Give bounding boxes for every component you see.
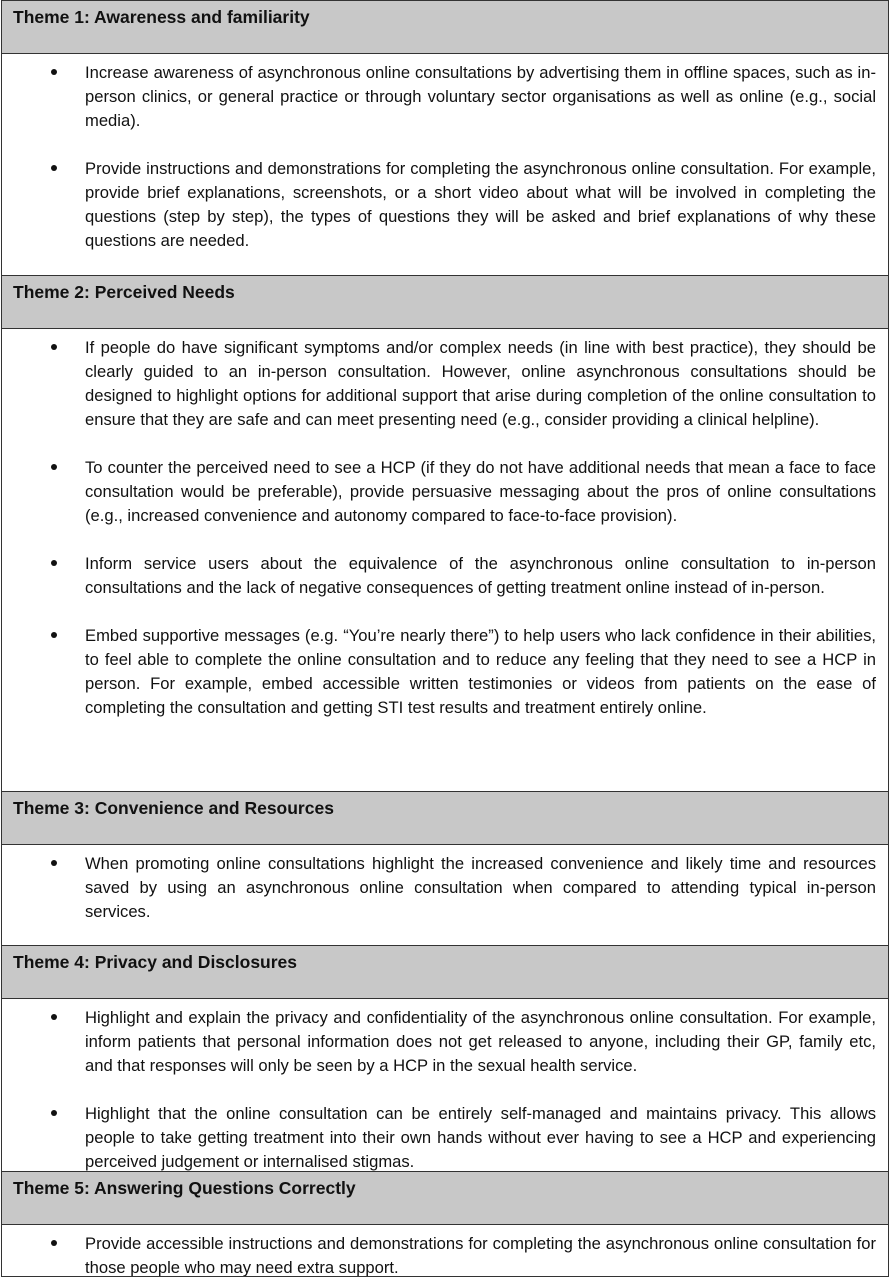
theme-3-header bbox=[1, 792, 889, 845]
bullet-icon bbox=[51, 1240, 57, 1246]
theme-5-body bbox=[1, 1225, 889, 1277]
list-item bbox=[14, 157, 876, 253]
list-item-text: Provide instructions and demonstrations for completing the asynchronous online consultation. For example, provide brief explanations, screenshots, or a short video about what will be involved in completing the questions (step by step), the types of questions they will be asked and brief explanations of why these questions are needed. bbox=[85, 159, 876, 250]
list-item bbox=[14, 456, 876, 528]
list-item-text: If people do have significant symptoms and/or complex needs (in line with best practice), they should be clearly guided to an in-person consultation. However, online asynchronous consultations should be designed to highlight options for additional support that arise during completion of the online consultation to ensure that they are safe and can meet presenting need (e.g., consider providing a clinical helpline). bbox=[85, 338, 876, 429]
list-item-text: Increase awareness of asynchronous online consultations by advertising them in offline spaces, such as in-person clinics, or general practice or through voluntary sector organisations as well as online (e.g., social media). bbox=[85, 63, 876, 130]
bullet-list bbox=[14, 61, 876, 253]
bullet-icon bbox=[51, 165, 57, 171]
theme-4-body bbox=[1, 999, 889, 1172]
list-item bbox=[14, 852, 876, 924]
list-item-text: Inform service users about the equivalence of the asynchronous online consultation to in-person consultations and the lack of negative consequences of getting treatment online instead of in-person. bbox=[85, 554, 876, 597]
theme-1-body bbox=[1, 54, 889, 276]
bullet-list bbox=[14, 1006, 876, 1172]
list-item bbox=[14, 552, 876, 600]
list-item bbox=[14, 1232, 876, 1277]
bullet-icon bbox=[51, 1014, 57, 1020]
theme-2-body bbox=[1, 329, 889, 792]
theme-5-header bbox=[1, 1172, 889, 1225]
bullet-icon bbox=[51, 1110, 57, 1116]
theme-title: Theme 5: Answering Questions Correctly bbox=[13, 1178, 356, 1198]
bullet-icon bbox=[51, 69, 57, 75]
bullet-icon bbox=[51, 344, 57, 350]
recommendations-table bbox=[1, 0, 889, 1277]
bullet-icon bbox=[51, 464, 57, 470]
theme-title: Theme 2: Perceived Needs bbox=[13, 282, 235, 302]
list-item-text: Embed supportive messages (e.g. “You’re nearly there”) to help users who lack confidence in their abilities, to feel able to complete the online consultation and to reduce any feeling that they need to see a HCP in person. For example, embed accessible written testimonies or videos from patients on the ease of completing the consultation and getting STI test results and treatment entirely online. bbox=[85, 626, 876, 717]
list-item bbox=[14, 61, 876, 133]
bullet-list bbox=[14, 1232, 876, 1277]
bullet-icon bbox=[51, 860, 57, 866]
theme-4-header bbox=[1, 946, 889, 999]
list-item bbox=[14, 336, 876, 432]
list-item bbox=[14, 624, 876, 720]
theme-2-header bbox=[1, 276, 889, 329]
theme-1-header bbox=[1, 1, 889, 54]
theme-title: Theme 4: Privacy and Disclosures bbox=[13, 952, 298, 972]
bullet-icon bbox=[51, 560, 57, 566]
bullet-icon bbox=[51, 632, 57, 638]
list-item bbox=[14, 1006, 876, 1078]
theme-title: Theme 3: Convenience and Resources bbox=[13, 798, 334, 818]
list-item-text: Highlight that the online consultation can be entirely self-managed and maintains privacy. This allows people to take getting treatment into their own hands without ever having to see a HCP and experiencing perceived judgement or internalised stigmas. bbox=[85, 1104, 876, 1171]
bullet-list bbox=[14, 852, 876, 924]
theme-3-body bbox=[1, 845, 889, 946]
list-item-text: Provide accessible instructions and demonstrations for completing the asynchronous online consultation for those people who may need extra support. bbox=[85, 1234, 876, 1277]
theme-title: Theme 1: Awareness and familiarity bbox=[13, 7, 310, 27]
list-item-text: When promoting online consultations highlight the increased convenience and likely time and resources saved by using an asynchronous online consultation when compared to attending typical in-person services. bbox=[85, 854, 876, 921]
list-item-text: To counter the perceived need to see a HCP (if they do not have additional needs that mean a face to face consultation would be preferable), provide persuasive messaging about the pros of online consultations (e.g., increased convenience and autonomy compared to face-to-face provision). bbox=[85, 458, 876, 525]
list-item bbox=[14, 1102, 876, 1172]
list-item-text: Highlight and explain the privacy and confidentiality of the asynchronous online consultation. For example, inform patients that personal information does not get released to anyone, including their GP, family etc, and that responses will only be seen by a HCP in the sexual health service. bbox=[85, 1008, 876, 1075]
bullet-list bbox=[14, 336, 876, 720]
